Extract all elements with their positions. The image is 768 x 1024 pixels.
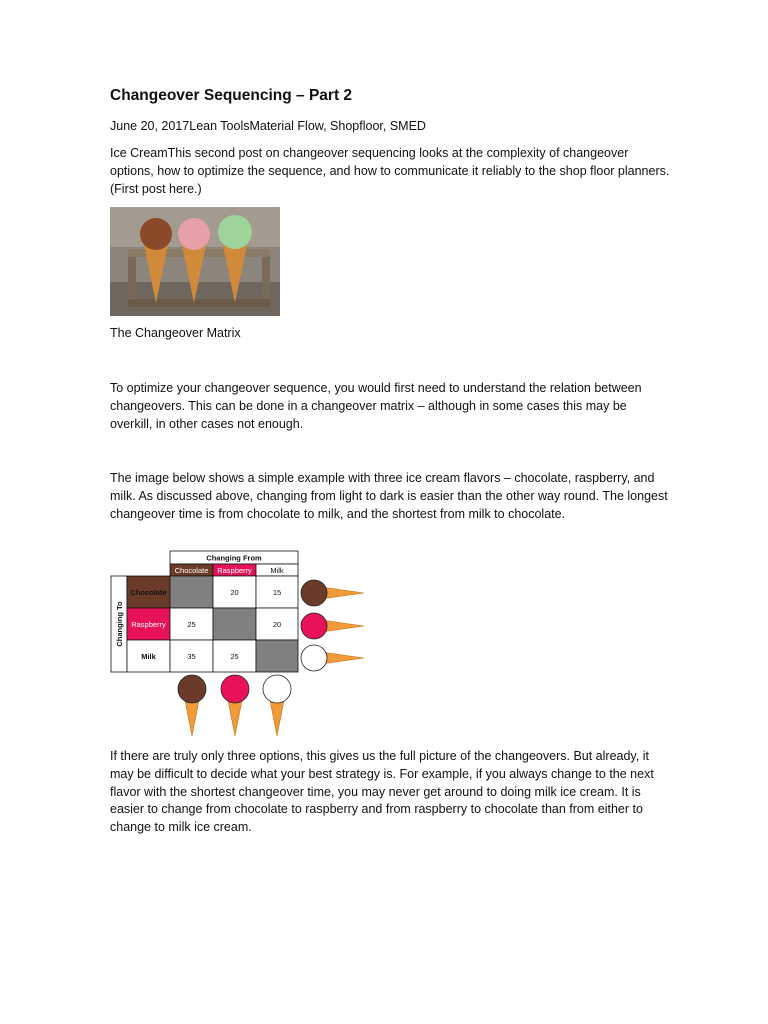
cell-milk-from-rasp: 25 bbox=[230, 652, 239, 661]
cone-bottom-chocolate bbox=[178, 675, 206, 736]
header-changing-from: Changing From bbox=[206, 553, 262, 563]
cone-right-raspberry bbox=[301, 613, 364, 639]
row-header-raspberry: Raspberry bbox=[131, 620, 166, 629]
cell-milk-from-choc: 35 bbox=[187, 652, 196, 661]
cell-choc-from-milk: 15 bbox=[272, 588, 282, 597]
col-header-milk: Milk bbox=[270, 566, 284, 575]
cone-bottom-milk bbox=[263, 675, 291, 736]
cell-rasp-from-milk: 20 bbox=[272, 620, 282, 629]
cone-right-chocolate bbox=[301, 580, 364, 606]
cell-rasp-from-choc: 25 bbox=[187, 620, 196, 629]
intro-paragraph: Ice CreamThis second post on changeover sequencing looks at the complexity of changeover options, how to optimize the sequence, and how to communicate it reliably to the shop floor planners. (First post here.) bbox=[110, 146, 670, 196]
paragraph-4: If there are truly only three options, this gives us the full picture of the changeovers. But already, it may be difficult to decide what your best strategy is. For example, if you always change to the next flavor with the shortest changeover time, you may never get around to doing milk ice cream. It is easier to change from chocolate to raspberry and from raspberry to chocolate than from either to change to milk ice cream. bbox=[110, 749, 654, 835]
col-header-chocolate: Chocolate bbox=[174, 566, 209, 575]
cone-right-milk bbox=[301, 645, 364, 671]
header-changing-to: Changing To bbox=[115, 601, 124, 647]
ice-cream-photo bbox=[110, 207, 280, 316]
cone-bottom-raspberry bbox=[221, 675, 249, 736]
cell-choc-from-rasp: 20 bbox=[230, 588, 239, 597]
section-heading: The Changeover Matrix bbox=[110, 326, 241, 340]
paragraph-2: To optimize your changeover sequence, you would first need to understand the relation between changeovers. This can be done in a changeover matrix – although in some cases this may be overkill, in other cases not enough. bbox=[110, 381, 642, 431]
changeover-matrix-figure bbox=[110, 550, 366, 736]
row-header-milk: Milk bbox=[141, 652, 156, 661]
row-header-chocolate: Chocolate bbox=[130, 588, 167, 597]
article-title: Changeover Sequencing – Part 2 bbox=[110, 87, 353, 104]
col-header-raspberry: Raspberry bbox=[217, 566, 252, 575]
paragraph-3: The image below shows a simple example with three ice cream flavors – chocolate, raspberry, and milk. As discussed above, changing from light to dark is easier than the other way round. The longest changeover time is from chocolate to milk, and the shortest from milk to chocolate. bbox=[110, 471, 668, 521]
article-meta: June 20, 2017Lean ToolsMaterial Flow, Shopfloor, SMED bbox=[110, 119, 426, 133]
